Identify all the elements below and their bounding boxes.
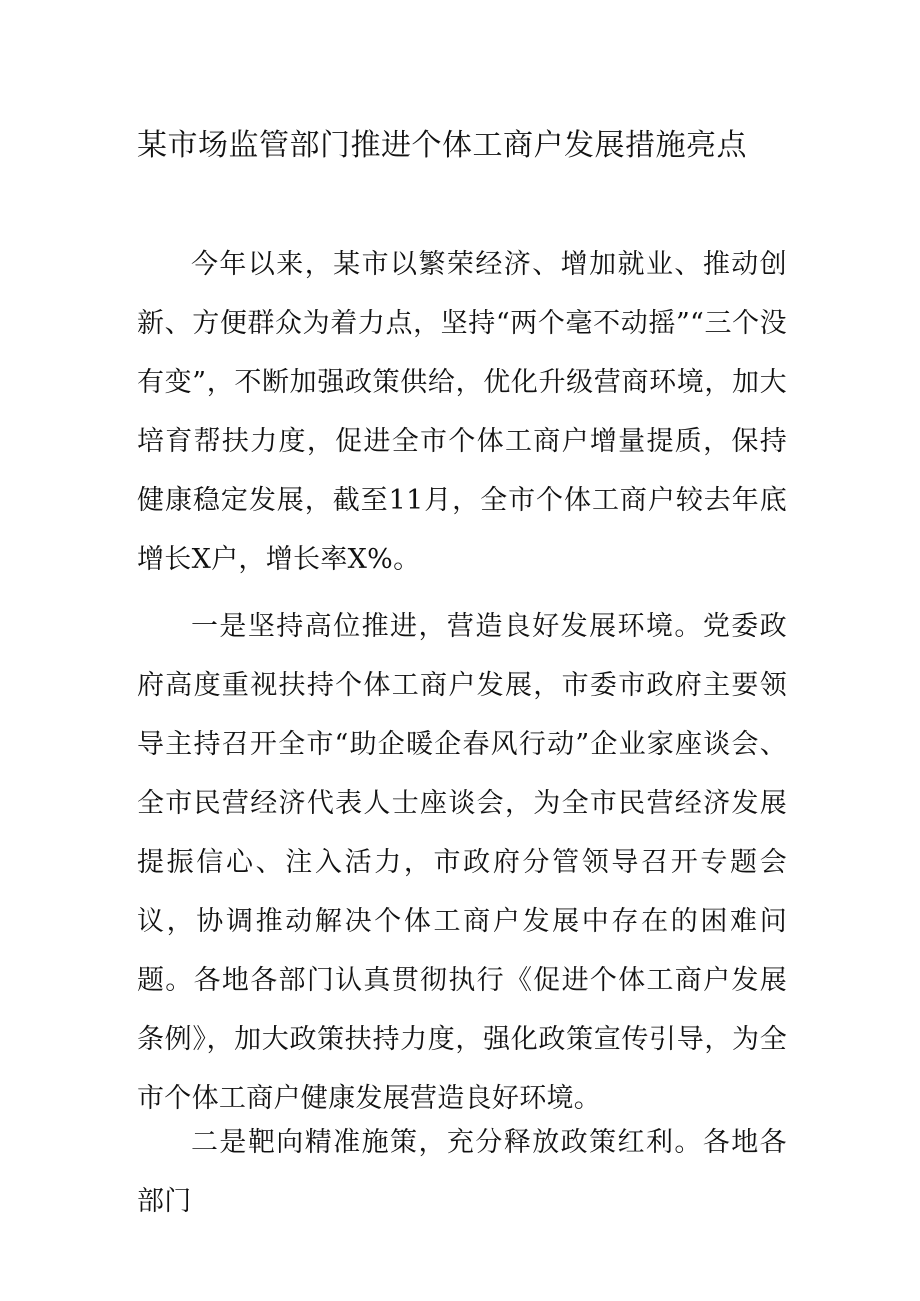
paragraph-point-two: 二是靶向精准施策，充分释放政策红利。各地各部门 xyxy=(137,1127,787,1217)
paragraph-intro: 今年以来，某市以繁荣经济、增加就业、推动创新、方便群众为着力点，坚持“两个毫不动摇”“三个没有变”，不断加强政策供给，优化升级营商环境，加大培育帮扶力度，促进全市个体工商户增量提质，保持健康稳定发展，截至11月，全市个体工商户较去年底增长X户，增长率X%。 xyxy=(137,249,787,575)
paragraph-point-one: 一是坚持高位推进，营造良好发展环境。党委政府高度重视扶持个体工商户发展，市委市政府主要领导主持召开全市“助企暖企春风行动”企业家座谈会、全市民营经济代表人士座谈会，为全市民营经济发展提振信心、注入活力，市政府分管领导召开专题会议，协调推动解决个体工商户发展中存在的困难问题。各地各部门认真贯彻执行《促进个体工商户发展条例》，加大政策扶持力度，强化政策宣传引导，为全市个体工商户健康发展营造良好环境。 xyxy=(137,611,787,1114)
document-title: 某市场监管部门推进个体工商户发展措施亮点 xyxy=(137,128,747,163)
